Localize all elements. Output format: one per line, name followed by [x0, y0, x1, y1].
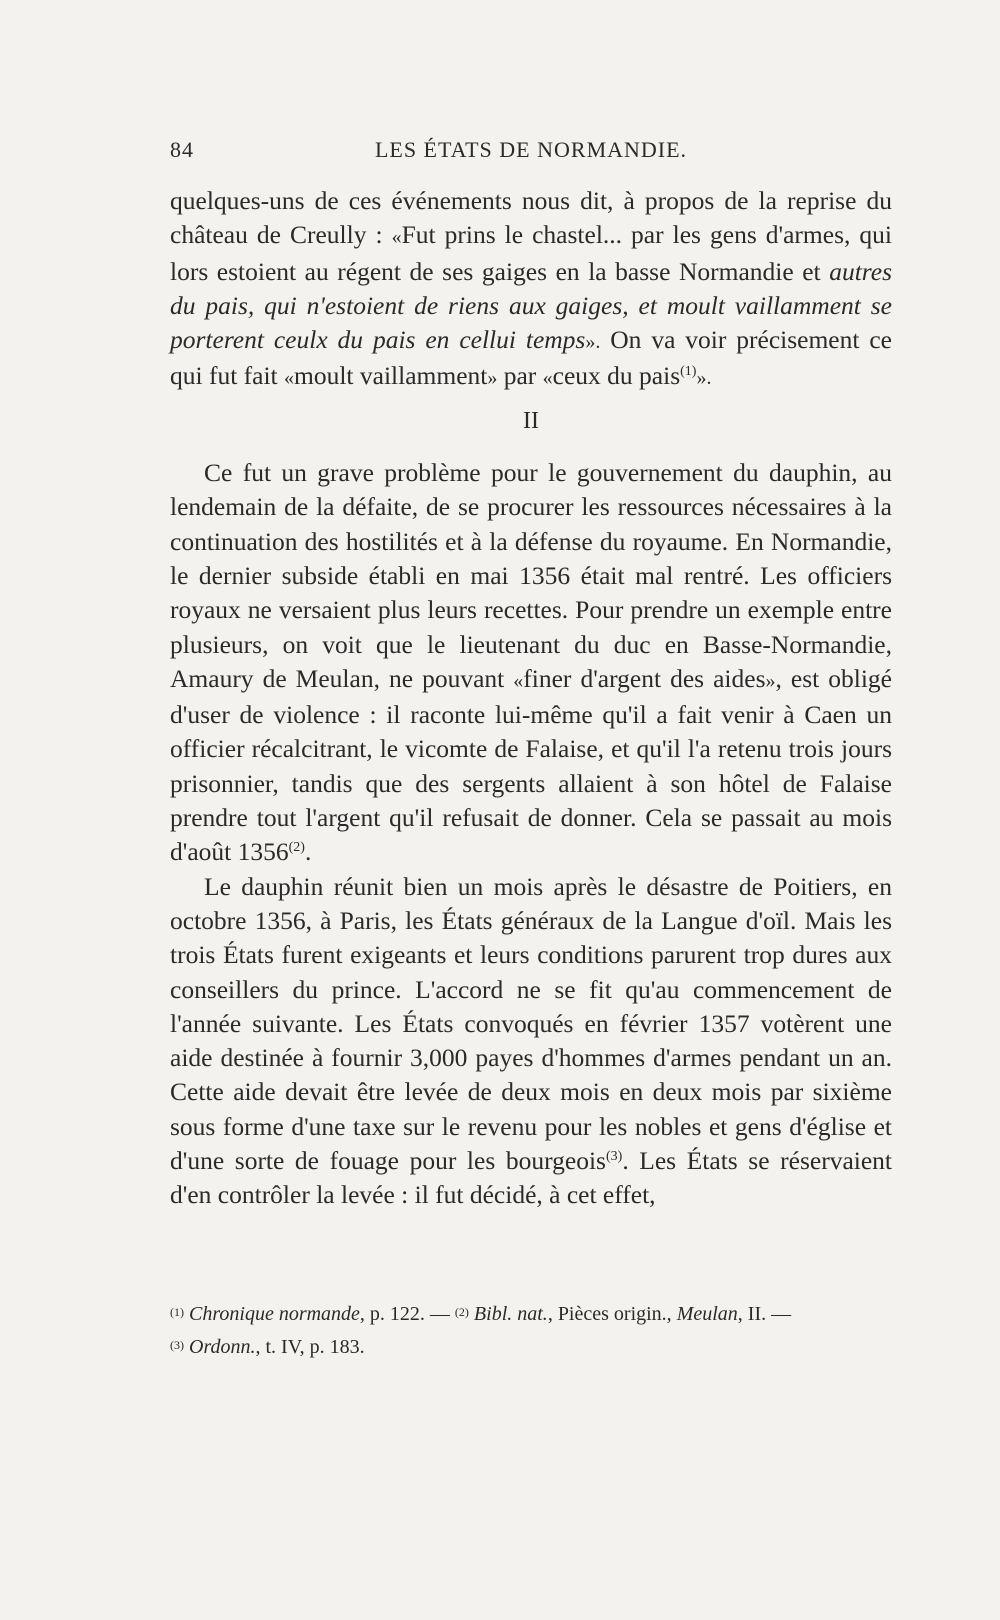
paragraph-3 — [170, 870, 892, 1213]
footnote-line-1 — [170, 1298, 892, 1331]
footnote-3-text: , t. IV, p. 183. — [255, 1336, 365, 1358]
footnote-3-title: Ordonn. — [189, 1336, 256, 1358]
text-run: quelques-uns de ces événements nous dit, à propos de la reprise du château de Creully : — [170, 186, 892, 250]
footnote-1-text: , p. 122. — — [359, 1303, 455, 1325]
text-run: Ce fut un grave problème pour le gouvernement du dauphin, au lendemain de la défaite, de se procurer les ressources nécessaires à la continuation des hostilités et à la défense du royaume. En Normandie, le dernier subside établi en mai 1356 était mal rentré. Les officiers royaux ne versaient plus leurs recettes. Pour prendre un exemple entre plusieurs, on voit que le lieutenant du duc en Basse-Normandie, Amaury de Meulan, ne pouvant — [170, 458, 892, 693]
italic-quotation: autres du pais, qui n'estoient de riens aux gaiges, et moult vaillamment se porterent ceulx du pais en cellui temps — [170, 256, 892, 355]
quote-mark: « — [391, 226, 402, 249]
footnote-2-rest: , II. — — [737, 1303, 792, 1325]
quote-mark: « — [542, 367, 553, 390]
text-run: Le dauphin réunit bien un mois après le désastre de Poitiers, en octobre 1356, à Paris, les États généraux de la Langue d'oïl. Mais les trois États furent exigeants et leurs conditions parurent trop dures aux conseillers du prince. L'accord ne se fit qu'au commencement de l'année suivante. Les États convoqués en février 1357 votèrent une aide destinée à fournir 3,000 payes d'hommes d'armes pendant un an. Cette aide devait être levée de deux mois en deux mois par sixième sous forme d'une taxe sur le revenu pour les nobles et gens d'église et d'une sorte de fouage pour les bourgeois — [170, 871, 892, 1176]
footnote-2-text: , Pièces origin., — [547, 1303, 677, 1325]
text-run: finer d'argent des aides — [523, 663, 766, 693]
quote-mark: » — [765, 669, 776, 692]
footnote-1-title: Chronique normande — [189, 1303, 360, 1325]
text-run: Fut prins le chastel... par les gens d'armes, qui lors estoient au régent de ses gaiges en la basse Normandie et — [170, 220, 892, 286]
footnote-3-number: (3) — [170, 1338, 184, 1352]
text-run: , est obligé d'user de violence : il raconte lui-même qu'il a fait venir à Caen un officier récalcitrant, le vicomte de Falaise, et qu'il l'a retenu trois jours prisonnier, tandis que des sergents allaient à son hôtel de Falaise prendre tout l'argent qu'il refusait de donner. Cela se passait au mois d'août 1356 — [170, 663, 892, 867]
footnote-2-name: Meulan — [676, 1303, 738, 1325]
footnote-line-2 — [170, 1331, 892, 1364]
paragraph-1 — [170, 184, 892, 396]
quote-mark: « — [284, 367, 295, 390]
text-run: On va voir précisement ce qui fut fait — [170, 325, 892, 391]
footnote-2-title: Bibl. nat. — [473, 1303, 548, 1325]
footnote-ref-3[interactable]: (3) — [605, 1149, 623, 1165]
running-title: LES ÉTATS DE NORMANDIE. — [374, 137, 688, 162]
text-run: par — [497, 361, 543, 391]
section-number: II — [523, 407, 539, 434]
footnote-ref-2[interactable]: (2) — [288, 840, 305, 856]
paragraph-2 — [170, 456, 892, 870]
quote-mark: « — [513, 669, 524, 692]
text-run: . — [304, 837, 312, 867]
quote-mark: ». — [585, 331, 601, 354]
footnotes — [170, 1298, 892, 1364]
text-run: ceux du pais — [552, 361, 681, 391]
page-number: 84 — [170, 137, 194, 162]
footnote-ref-1[interactable]: (1) — [680, 364, 697, 380]
body-text — [170, 184, 892, 1213]
footnote-2-number: (2) — [454, 1305, 469, 1319]
page-header — [170, 137, 892, 167]
text-run: . Les États se réservaient d'en contrôler la levée : il fut décidé, à cet effet, — [170, 1146, 892, 1210]
quote-mark: ». — [696, 367, 712, 390]
quote-mark: » — [487, 367, 498, 390]
footnote-1-number: (1) — [170, 1305, 184, 1319]
text-run: moult vaillamment — [294, 361, 488, 391]
